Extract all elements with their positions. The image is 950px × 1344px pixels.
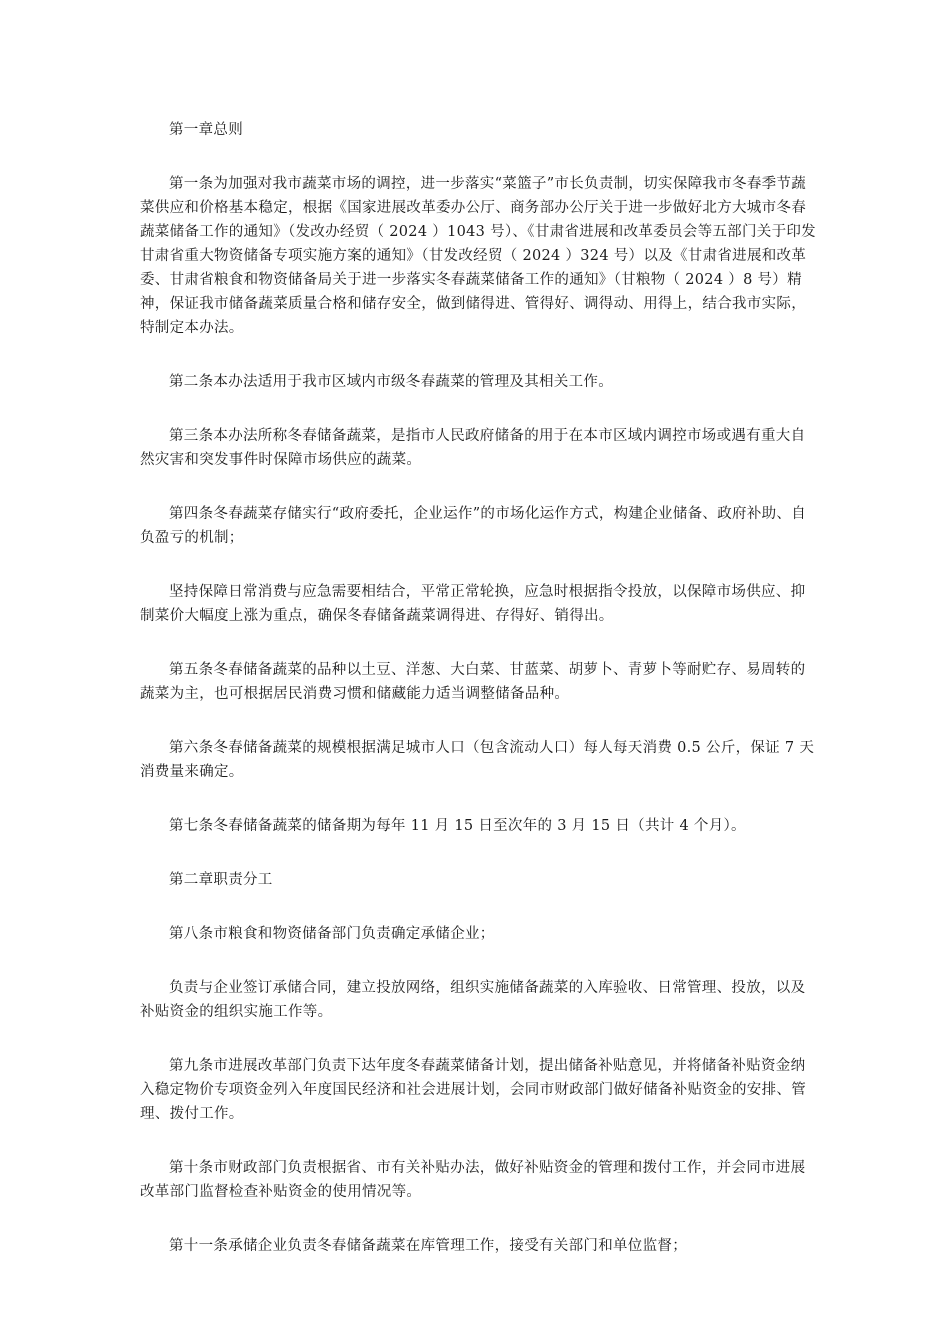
chapter-heading: 第二章职责分工	[169, 872, 273, 888]
paragraph: 第七条冬春储备蔬菜的储备期为每年 11 月 15 日至次年的 3 月 15 日（共计 4 个月）。	[169, 818, 746, 834]
paragraph: 负责与企业签订承储合同，建立投放网络，组织实施储备蔬菜的入库验收、日常管理、投放，以及补贴资金的组织实施工作等。	[140, 980, 806, 1020]
paragraph: 第一条为加强对我市蔬菜市场的调控，进一步落实“菜篮子”市长负责制，切实保障我市冬春季节蔬菜供应和价格基本稳定，根据《国家进展改革委办公厅、商务部办公厅关于进一步做好北方大城市冬春蔬菜储备工作的通知》（发改办经贸（ 2024 ）1043 号）、《甘肃省进展和改革委员会等五部门关于印发甘肃省重大物资储备专项实施方案的通知》（甘发改经贸（ 2024 ）324 号）以及《甘肃省进展和改革委、甘肃省粮食和物资储备局关于进一步落实冬春蔬菜储备工作的通知》（甘粮物（ 2024 ）8 号）精神，保证我市储备蔬菜质量合格和储存安全，做到储得进、管得好、调得动、用得上，结合我市实际，特制定本办法。	[140, 176, 816, 336]
paragraph: 第五条冬春储备蔬菜的品种以土豆、洋葱、大白菜、甘蓝菜、胡萝卜、青萝卜等耐贮存、易周转的蔬菜为主，也可根据居民消费习惯和储藏能力适当调整储备品种。	[140, 662, 806, 702]
paragraph: 坚持保障日常消费与应急需要相结合，平常正常轮换，应急时根据指令投放，以保障市场供应、抑制菜价大幅度上涨为重点，确保冬春储备蔬菜调得进、存得好、销得出。	[140, 584, 806, 624]
paragraph: 第十一条承储企业负责冬春储备蔬菜在库管理工作，接受有关部门和单位监督；	[169, 1238, 687, 1254]
chapter-heading: 第一章总则	[169, 122, 243, 138]
paragraph: 第六条冬春储备蔬菜的规模根据满足城市人口（包含流动人口）每人每天消费 0.5 公斤，保证 7 天消费量来确定。	[140, 740, 815, 780]
document-body	[140, 118, 816, 1288]
paragraph: 第四条冬春蔬菜存储实行“政府委托，企业运作”的市场化运作方式，构建企业储备、政府补助、自负盈亏的机制；	[140, 506, 807, 546]
paragraph: 第九条市进展改革部门负责下达年度冬春蔬菜储备计划，提出储备补贴意见，并将储备补贴资金纳入稳定物价专项资金列入年度国民经济和社会进展计划，会同市财政部门做好储备补贴资金的安排、管理、拨付工作。	[140, 1058, 806, 1122]
paragraph: 第二条本办法适用于我市区域内市级冬春蔬菜的管理及其相关工作。	[169, 374, 613, 390]
paragraph: 第十条市财政部门负责根据省、市有关补贴办法，做好补贴资金的管理和拨付工作，并会同市进展改革部门监督检查补贴资金的使用情况等。	[140, 1160, 806, 1200]
paragraph: 第三条本办法所称冬春储备蔬菜，是指市人民政府储备的用于在本市区域内调控市场或遇有重大自然灾害和突发事件时保障市场供应的蔬菜。	[140, 428, 806, 468]
paragraph: 第八条市粮食和物资储备部门负责确定承储企业；	[169, 926, 495, 942]
